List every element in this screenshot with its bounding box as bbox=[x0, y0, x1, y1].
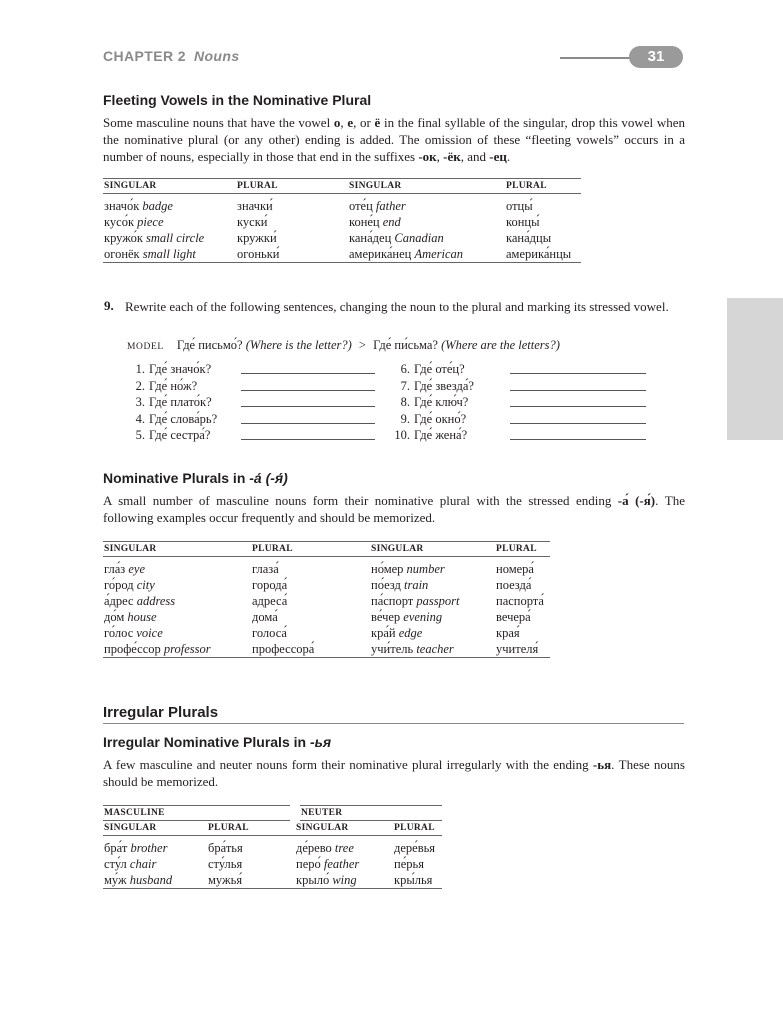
exercise-item: 8. Где́ клю́ч? bbox=[392, 394, 652, 411]
exercise-item: 4. Где́ слова́рь? bbox=[127, 411, 377, 428]
singular-cell: учи́тель teacher bbox=[370, 641, 495, 658]
answer-blank[interactable] bbox=[241, 406, 375, 407]
singular-cell: крыло́ wing bbox=[295, 872, 393, 889]
exercise-item: 7. Где́ звезда́? bbox=[392, 378, 652, 395]
exercise-instruction: Rewrite each of the following sentences, changing the noun to the plural and marking its stressed vowel. bbox=[125, 299, 669, 314]
singular-cell: перо́ feather bbox=[296, 857, 360, 871]
exercise-prompt: Где́ клю́ч? bbox=[414, 395, 469, 409]
exercise-prompt: Где́ плато́к? bbox=[149, 395, 212, 409]
exercise-item: 6. Где́ оте́ц? bbox=[392, 361, 652, 378]
group-header-masculine: MASCULINE bbox=[103, 806, 295, 821]
model-label: MODEL bbox=[127, 342, 164, 352]
header-rule bbox=[560, 57, 640, 59]
exercise-prompt: Где́ сестра́? bbox=[149, 428, 211, 442]
table-row bbox=[103, 609, 550, 625]
plural-cell: пе́рья bbox=[394, 857, 424, 871]
table-row bbox=[103, 593, 550, 609]
exercise-item: 5. Где́ сестра́? bbox=[127, 427, 377, 444]
plural-cell: мужья́ bbox=[207, 872, 295, 889]
exercise-model: MODEL Где́ письмо́? (Where is the letter?) > Где́ пи́сьма? (Where are the letters?) bbox=[127, 338, 560, 352]
plural-cell: паспорта́ bbox=[496, 594, 544, 608]
singular-cell: сту́л chair bbox=[104, 857, 157, 871]
plural-cell: сту́лья bbox=[208, 857, 243, 871]
plural-cell: дома́ bbox=[252, 610, 278, 624]
plural-cell: адреса́ bbox=[252, 594, 288, 608]
col-header: PLURAL bbox=[207, 821, 295, 836]
singular-cell: кусо́к piece bbox=[104, 215, 164, 229]
exercise-items-right bbox=[392, 361, 652, 444]
plural-cell: дере́вья bbox=[394, 841, 436, 855]
answer-blank[interactable] bbox=[241, 390, 375, 391]
singular-cell: а́дрес address bbox=[104, 594, 176, 608]
exercise-number: 9. bbox=[104, 298, 114, 313]
col-header: PLURAL bbox=[393, 821, 442, 836]
irregular-heading: Irregular Plurals bbox=[103, 704, 219, 721]
plural-cell: учителя́ bbox=[495, 641, 550, 658]
table-row bbox=[103, 214, 581, 230]
singular-cell: значо́к badge bbox=[104, 199, 173, 213]
col-header: PLURAL bbox=[505, 179, 581, 194]
plural-cell: поезда́ bbox=[496, 578, 532, 592]
table-row bbox=[103, 872, 442, 889]
singular-cell: му́ж husband bbox=[103, 872, 207, 889]
stressed-a-heading: Nominative Plurals in -а́ (-я́) bbox=[103, 470, 288, 486]
exercise-prompt: Где́ окно́? bbox=[414, 411, 467, 426]
fleeting-paragraph: Some masculine nouns that have the vowel о, е, or ё in the final syllable of the singular, drop this vowel when the nominative plural (or any other) ending is added. The omission of these “fleeting vowels” occurs in a number of nouns, especially in those that end in the suffixes -ок, -ёк, and -ец. bbox=[103, 115, 685, 164]
table-row bbox=[103, 246, 581, 263]
col-header: PLURAL bbox=[236, 179, 348, 194]
col-header: SINGULAR bbox=[370, 542, 495, 557]
singular-cell: огонёк small light bbox=[103, 246, 236, 263]
plural-cell: голоса́ bbox=[252, 626, 287, 640]
stressed-a-table bbox=[103, 541, 550, 658]
exercise-item: 9. Где́ окно́? bbox=[392, 411, 652, 428]
answer-blank[interactable] bbox=[510, 406, 646, 407]
plural-cell: огоньки́ bbox=[236, 246, 348, 263]
col-header: SINGULAR bbox=[295, 821, 393, 836]
page-number-badge: 31 bbox=[629, 46, 683, 68]
singular-cell: по́езд train bbox=[371, 578, 429, 592]
chapter-label: CHAPTER 2 bbox=[103, 48, 186, 64]
chapter-thumb-tab bbox=[727, 298, 783, 440]
col-header: SINGULAR bbox=[348, 179, 505, 194]
table-row bbox=[103, 856, 442, 872]
table-row bbox=[103, 625, 550, 641]
answer-blank[interactable] bbox=[241, 423, 375, 424]
plural-cell: кружки́ bbox=[237, 231, 277, 245]
exercise-item: 10. Где́ жена́? bbox=[392, 427, 652, 444]
plural-cell: отцы́ bbox=[506, 199, 533, 213]
fleeting-heading: Fleeting Vowels in the Nominative Plural bbox=[103, 92, 372, 108]
exercise-prompt: Где́ жена́? bbox=[414, 428, 468, 442]
singular-cell: ве́чер evening bbox=[371, 610, 443, 624]
singular-cell: гла́з eye bbox=[104, 562, 145, 576]
plural-cell: бра́тья bbox=[208, 841, 243, 855]
plural-cell: вечера́ bbox=[496, 610, 531, 624]
table-row bbox=[103, 557, 550, 578]
plural-cell: кры́лья bbox=[393, 872, 442, 889]
exercise-item: 3. Где́ плато́к? bbox=[127, 394, 377, 411]
col-header: PLURAL bbox=[495, 542, 550, 557]
table-row bbox=[103, 641, 550, 658]
singular-cell: но́мер number bbox=[371, 562, 445, 576]
singular-cell: де́рево tree bbox=[296, 841, 354, 855]
section-rule bbox=[103, 723, 684, 724]
plural-cell: города́ bbox=[252, 578, 288, 592]
singular-cell: кра́й edge bbox=[371, 626, 423, 640]
singular-cell: профе́ссор professor bbox=[103, 641, 251, 658]
plural-cell: кана́дцы bbox=[506, 231, 552, 245]
plural-cell: концы́ bbox=[506, 215, 540, 229]
plural-cell: значки́ bbox=[237, 199, 273, 213]
exercise-item: 1. Где́ значо́к? bbox=[127, 361, 377, 378]
col-header: SINGULAR bbox=[103, 542, 251, 557]
exercise-prompt: Где́ оте́ц? bbox=[414, 362, 465, 376]
irregular-subheading: Irregular Nominative Plurals in -ья bbox=[103, 734, 332, 750]
answer-blank[interactable] bbox=[510, 439, 646, 440]
fleeting-vowels-table bbox=[103, 178, 581, 263]
singular-cell: до́м house bbox=[104, 610, 157, 624]
exercise-prompt: Где́ но́ж? bbox=[149, 378, 198, 393]
table-row bbox=[103, 194, 581, 215]
stressed-a-paragraph: A small number of masculine nouns form their nominative plural with the stressed ending -а́ (-я́). The following examples occur frequently and should be memorized. bbox=[103, 493, 685, 525]
singular-cell: го́лос voice bbox=[104, 626, 163, 640]
exercise-item: 2. Где́ но́ж? bbox=[127, 378, 377, 395]
col-header: SINGULAR bbox=[103, 179, 236, 194]
answer-blank[interactable] bbox=[510, 390, 646, 391]
exercise-items-left bbox=[127, 361, 377, 444]
singular-cell: коне́ц end bbox=[349, 215, 401, 229]
exercise-prompt: Где́ слова́рь? bbox=[149, 411, 218, 426]
table-row bbox=[103, 836, 442, 857]
col-header: SINGULAR bbox=[103, 821, 207, 836]
plural-cell: глаза́ bbox=[252, 562, 279, 576]
table-row bbox=[103, 577, 550, 593]
running-header bbox=[103, 48, 240, 64]
answer-blank[interactable] bbox=[241, 373, 375, 374]
answer-blank[interactable] bbox=[510, 373, 646, 374]
singular-cell: бра́т brother bbox=[104, 841, 168, 855]
singular-cell: кружо́к small circle bbox=[104, 231, 205, 245]
irregular-paragraph: A few masculine and neuter nouns form their nominative plural irregularly with the ending -ья. These nouns should be memorized. bbox=[103, 757, 685, 789]
plural-cell: куски́ bbox=[237, 215, 268, 229]
singular-cell: па́спорт passport bbox=[371, 594, 460, 608]
exercise-prompt: Где́ звезда́? bbox=[414, 378, 474, 393]
singular-cell: кана́дец Canadian bbox=[349, 231, 444, 245]
table-row bbox=[103, 230, 581, 246]
plural-cell: профессора́ bbox=[251, 641, 370, 658]
plural-cell: края́ bbox=[496, 626, 520, 640]
col-header: PLURAL bbox=[251, 542, 370, 557]
answer-blank[interactable] bbox=[510, 423, 646, 424]
singular-cell: америка́нец American bbox=[348, 246, 505, 263]
plural-cell: америка́нцы bbox=[505, 246, 581, 263]
plural-cell: номера́ bbox=[496, 562, 534, 576]
singular-cell: оте́ц father bbox=[349, 199, 406, 213]
irregular-ya-table bbox=[103, 805, 442, 889]
exercise-prompt: Где́ значо́к? bbox=[149, 362, 212, 376]
group-header-neuter: NEUTER bbox=[295, 806, 442, 821]
section-label: Nouns bbox=[193, 48, 240, 64]
answer-blank[interactable] bbox=[241, 439, 375, 440]
singular-cell: го́род city bbox=[104, 578, 155, 592]
